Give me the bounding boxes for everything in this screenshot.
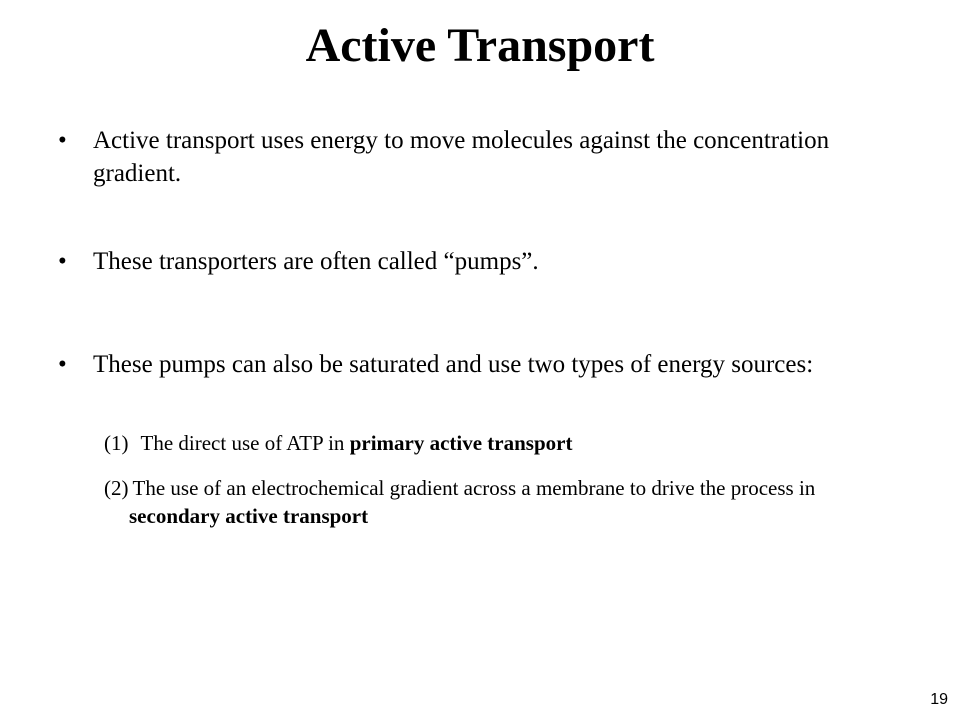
bullet-marker: • [58, 127, 67, 154]
bullet-item-energy-sources [58, 348, 878, 381]
slide-title: Active Transport [305, 19, 655, 72]
subitem-emphasis: secondary active transport [129, 504, 369, 528]
subitem-label: (2) [104, 476, 129, 500]
page-number: 19 [930, 691, 948, 708]
bullet-text: Active transport uses energy to move molecules against the concentration gradient. [93, 127, 830, 187]
bullet-text: These transporters are often called “pumps”. [93, 248, 539, 275]
subitem-emphasis: primary active transport [349, 431, 573, 455]
bullet-item-pumps [58, 245, 878, 278]
subitem-line [104, 429, 894, 457]
subitem-primary [104, 429, 894, 457]
bullet-item-energy [58, 124, 878, 190]
bullet-marker: • [58, 351, 67, 378]
subitem-text: The use of an electrochemical gradient across a membrane to drive the process in [132, 476, 816, 500]
subitem-line [104, 474, 894, 530]
bullet-text: These pumps can also be saturated and use two types of energy sources: [93, 351, 814, 378]
subitem-label: (1) [104, 431, 129, 455]
bullet-marker: • [58, 248, 67, 275]
subitem-secondary [104, 474, 894, 530]
subitem-text: The direct use of ATP in [140, 431, 350, 455]
